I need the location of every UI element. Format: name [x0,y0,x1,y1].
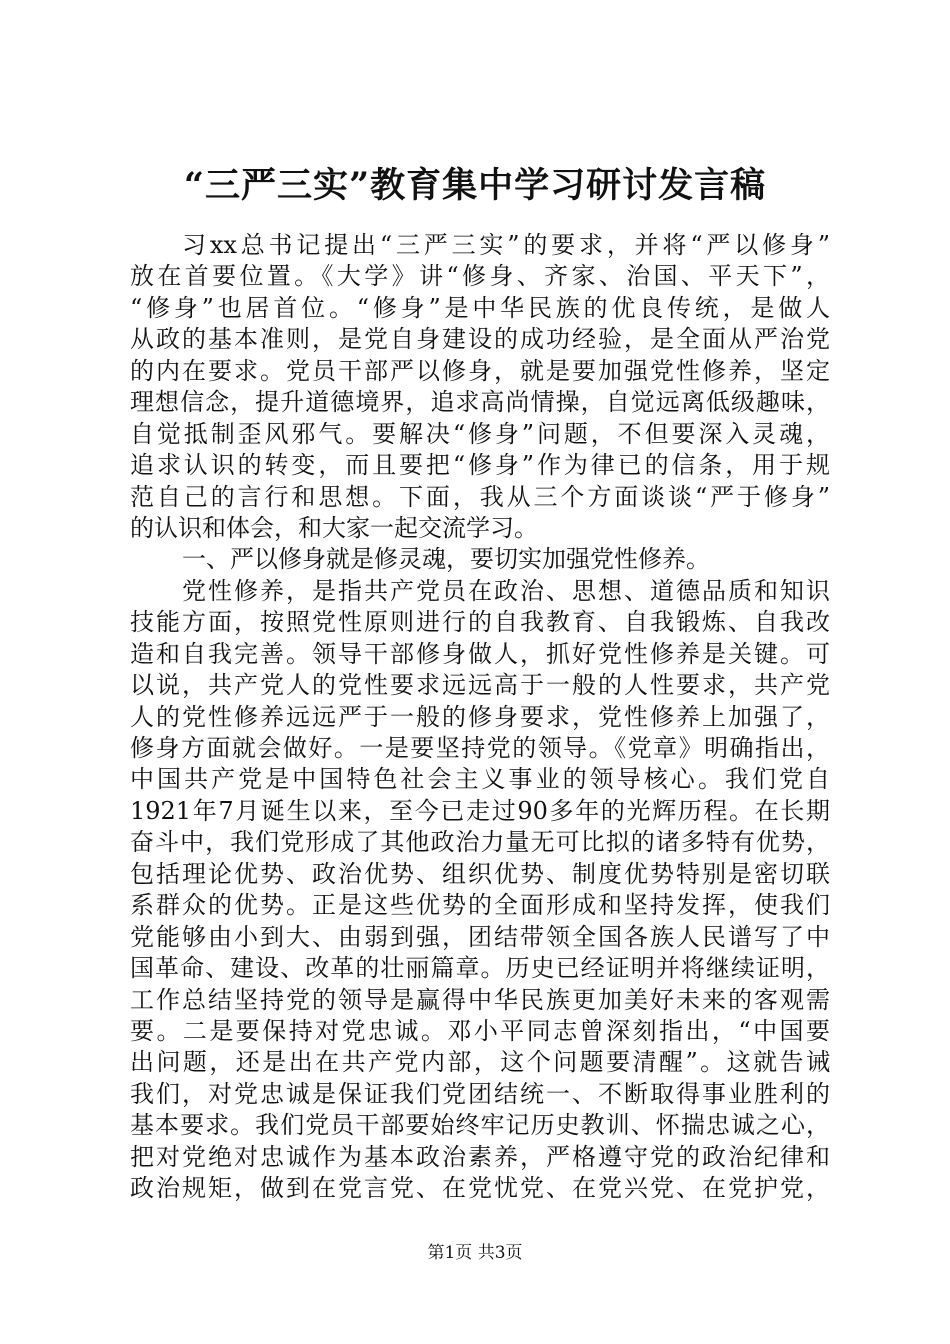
text-line: 系群众的优势。正是这些优势的全面形成和坚持发挥，使我们 [130,891,830,920]
text-line: 自觉抵制歪风邪气。要解决“修身”问题，不但要深入灵魂， [130,419,830,448]
text-line: 的认识和体会，和大家一起交流学习。 [130,513,538,542]
text-line: 习xx总书记提出“三严三实”的要求，并将“严以修身” [182,231,830,259]
text-line: 范自己的言行和思想。下面，我从三个方面谈谈“严于修身” [130,482,830,511]
text-line: 我们，对党忠诚是保证我们党团结统一、不断取得事业胜利的 [130,1079,830,1108]
text-line: 中国共产党是中国特色社会主义事业的领导核心。我们党自 [130,765,830,794]
document-title: “三严三实”教育集中学习研讨发言稿 [183,165,767,206]
section-heading: 一、严以修身就是修灵魂，要切实加强党性修养。 [182,545,710,574]
text-line: 技能方面，按照党性原则进行的自我教育、自我锻炼、自我改 [130,608,830,637]
text-line: 党性修养，是指共产党员在政治、思想、道德品质和知识 [182,576,830,605]
text-line: 党能够由小到大、由弱到强，团结带领全国各族人民谱写了中 [130,922,830,951]
text-line: 基本要求。我们党员干部要始终牢记历史教训、怀揣忠诚之心， [130,1111,830,1140]
text-line: 理想信念，提升道德境界，追求高尚情操，自觉远离低级趣味， [130,388,830,417]
text-line: 放在首要位置。《大学》讲“修身、齐家、治国、平天下”， [130,262,830,291]
text-line: 从政的基本准则，是党自身建设的成功经验，是全面从严治党 [130,325,830,354]
text-line: 工作总结坚持党的领导是赢得中华民族更加美好未来的客观需 [130,985,830,1014]
text-line: 的内在要求。党员干部严以修身，就是要加强党性修养，坚定 [130,356,830,385]
text-line: “修身”也居首位。“修身”是中华民族的优良传统，是做人 [130,293,830,322]
text-line: 追求认识的转变，而且要把“修身”作为律已的信条，用于规 [130,451,830,480]
page-footer: 第1页 共3页 [427,1243,523,1263]
text-line: 出问题，还是出在共产党内部，这个问题要清醒”。这就告诫 [130,1048,830,1077]
text-line: 包括理论优势、政治优势、组织优势、制度优势特别是密切联 [130,859,830,888]
text-line: 奋斗中，我们党形成了其他政治力量无可比拟的诸多特有优势， [130,828,830,857]
text-line: 把对党绝对忠诚作为基本政治素养，严格遵守党的政治纪律和 [130,1142,830,1171]
document-body [130,230,830,1205]
text-line: 以说，共产党人的党性要求远远高于一般的人性要求，共产党 [130,671,830,700]
text-line: 国革命、建设、改革的壮丽篇章。历史已经证明并将继续证明， [130,954,830,983]
text-line: 修身方面就会做好。一是要坚持党的领导。《党章》明确指出， [130,734,830,762]
text-line: 要。二是要保持对党忠诚。邓小平同志曾深刻指出，“中国要 [130,1016,830,1045]
text-line: 政治规矩，做到在党言党、在党忧党、在党兴党、在党护党， [130,1174,830,1203]
text-line: 1921年7月诞生以来，至今已走过90多年的光辉历程。在长期 [130,796,830,825]
text-line: 人的党性修养远远严于一般的修身要求，党性修养上加强了， [130,702,830,731]
text-line: 造和自我完善。领导干部修身做人，抓好党性修养是关键。可 [130,639,830,668]
